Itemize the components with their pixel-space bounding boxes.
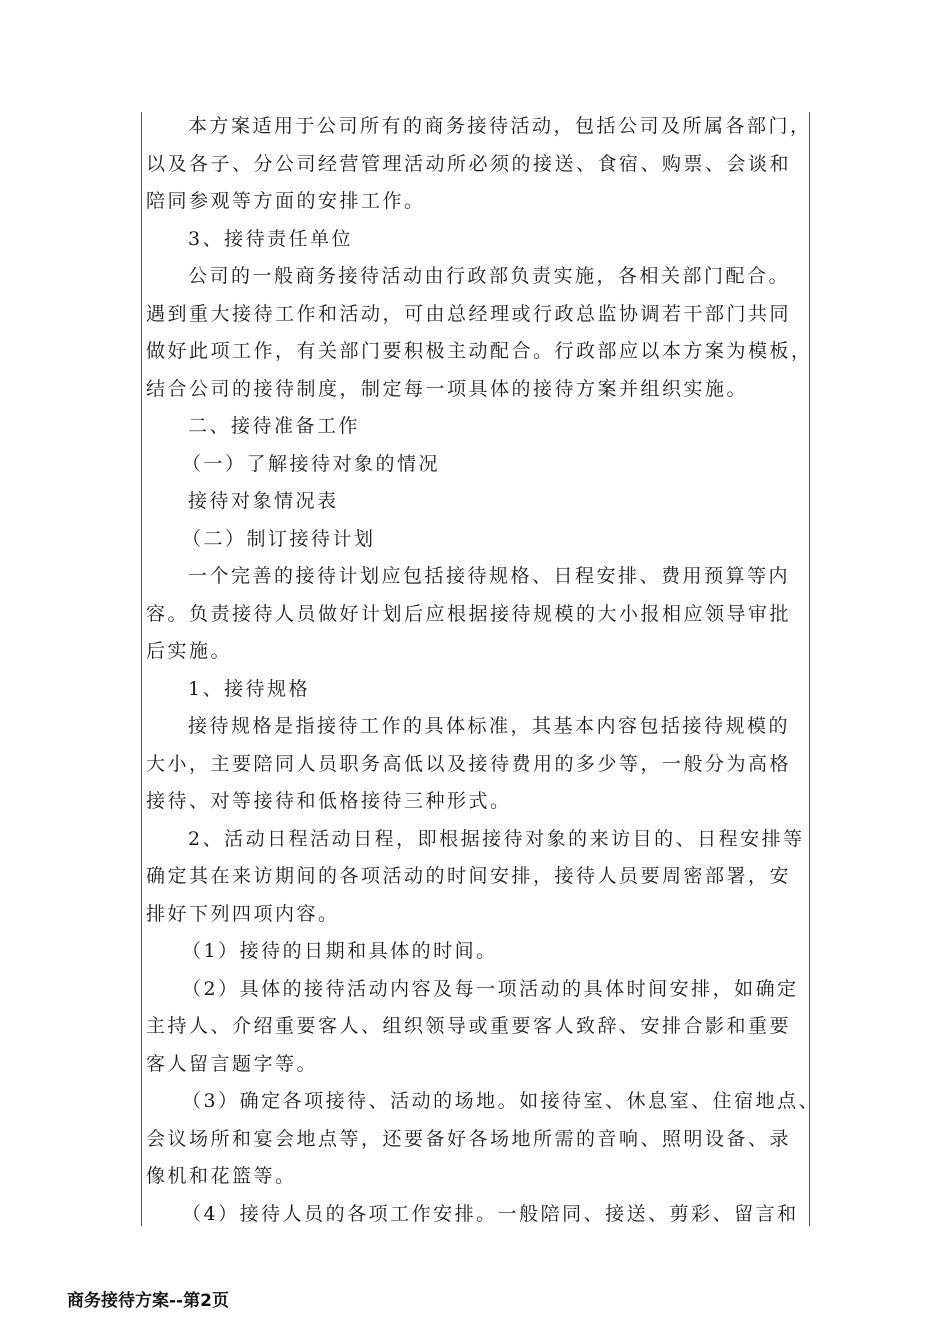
paragraph-line: 容。负责接待人员做好计划后应根据接待规模的大小报相应领导审批 xyxy=(146,602,792,625)
paragraph-line: 2、活动日程活动日程，即根据接待对象的来访目的、日程安排等 xyxy=(188,827,805,850)
paragraph-line: 结合公司的接待制度，制定每一项具体的接待方案并组织实施。 xyxy=(146,377,749,400)
section-heading: 3、接待责任单位 xyxy=(188,227,354,250)
document-body xyxy=(146,108,821,1233)
paragraph-line: 以及各子、分公司经营管理活动所必须的接送、食宿、购票、会谈和 xyxy=(146,152,792,175)
paragraph-line: 会议场所和宴会地点等，还要备好各场地所需的音响、照明设备、录 xyxy=(146,1127,792,1150)
page-frame-right-border xyxy=(809,112,810,1226)
paragraph-line: 确定其在来访期间的各项活动的时间安排，接待人员要周密部署，安 xyxy=(146,865,792,887)
page-footer: 商务接待方案--第2页 xyxy=(67,1291,229,1311)
page-frame-left-border xyxy=(141,112,142,1226)
subsection-heading: （二）制订接待计划 xyxy=(182,527,376,550)
paragraph-line: 像机和花篮等。 xyxy=(146,1165,297,1187)
paragraph-line: 客人留言题字等。 xyxy=(146,1052,319,1075)
paragraph-line: 接待、对等接待和低格接待三种形式。 xyxy=(146,790,512,812)
section-heading: 1、接待规格 xyxy=(188,677,311,700)
subsection-heading: （一）了解接待对象的情况 xyxy=(182,452,441,475)
list-item: （2）具体的接待活动内容及每一项活动的具体时间安排，如确定 xyxy=(182,977,799,1000)
paragraph-line: 遇到重大接待工作和活动，可由总经理或行政总监协调若干部门共同 xyxy=(146,302,792,325)
paragraph-line: 接待规格是指接待工作的具体标准，其基本内容包括接待规模的 xyxy=(188,715,791,737)
paragraph-line: 大小，主要陪同人员职务高低以及接待费用的多少等，一般分为高格 xyxy=(146,752,792,775)
paragraph-line: 后实施。 xyxy=(146,640,233,662)
paragraph-line: 排好下列四项内容。 xyxy=(146,902,340,925)
paragraph-line: 接待对象情况表 xyxy=(188,490,339,512)
section-heading: 二、接待准备工作 xyxy=(188,415,361,437)
paragraph-line: 做好此项工作，有关部门要积极主动配合。行政部应以本方案为模板， xyxy=(146,340,813,362)
paragraph-line: 本方案适用于公司所有的商务接待活动，包括公司及所属各部门， xyxy=(188,115,812,137)
paragraph-line: 一个完善的接待计划应包括接待规格、日程安排、费用预算等内 xyxy=(188,565,791,587)
paragraph-line: 陪同参观等方面的安排工作。 xyxy=(146,190,426,212)
paragraph-line: 主持人、介绍重要客人、组织领导或重要客人致辞、安排合影和重要 xyxy=(146,1015,792,1037)
paragraph-line: 公司的一般商务接待活动由行政部负责实施，各相关部门配合。 xyxy=(188,265,791,287)
list-item: （1）接待的日期和具体的时间。 xyxy=(182,940,498,962)
list-item: （3）确定各项接待、活动的场地。如接待室、休息室、住宿地点、 xyxy=(182,1090,821,1112)
list-item: （4）接待人员的各项工作安排。一般陪同、接送、剪彩、留言和 xyxy=(182,1202,799,1225)
